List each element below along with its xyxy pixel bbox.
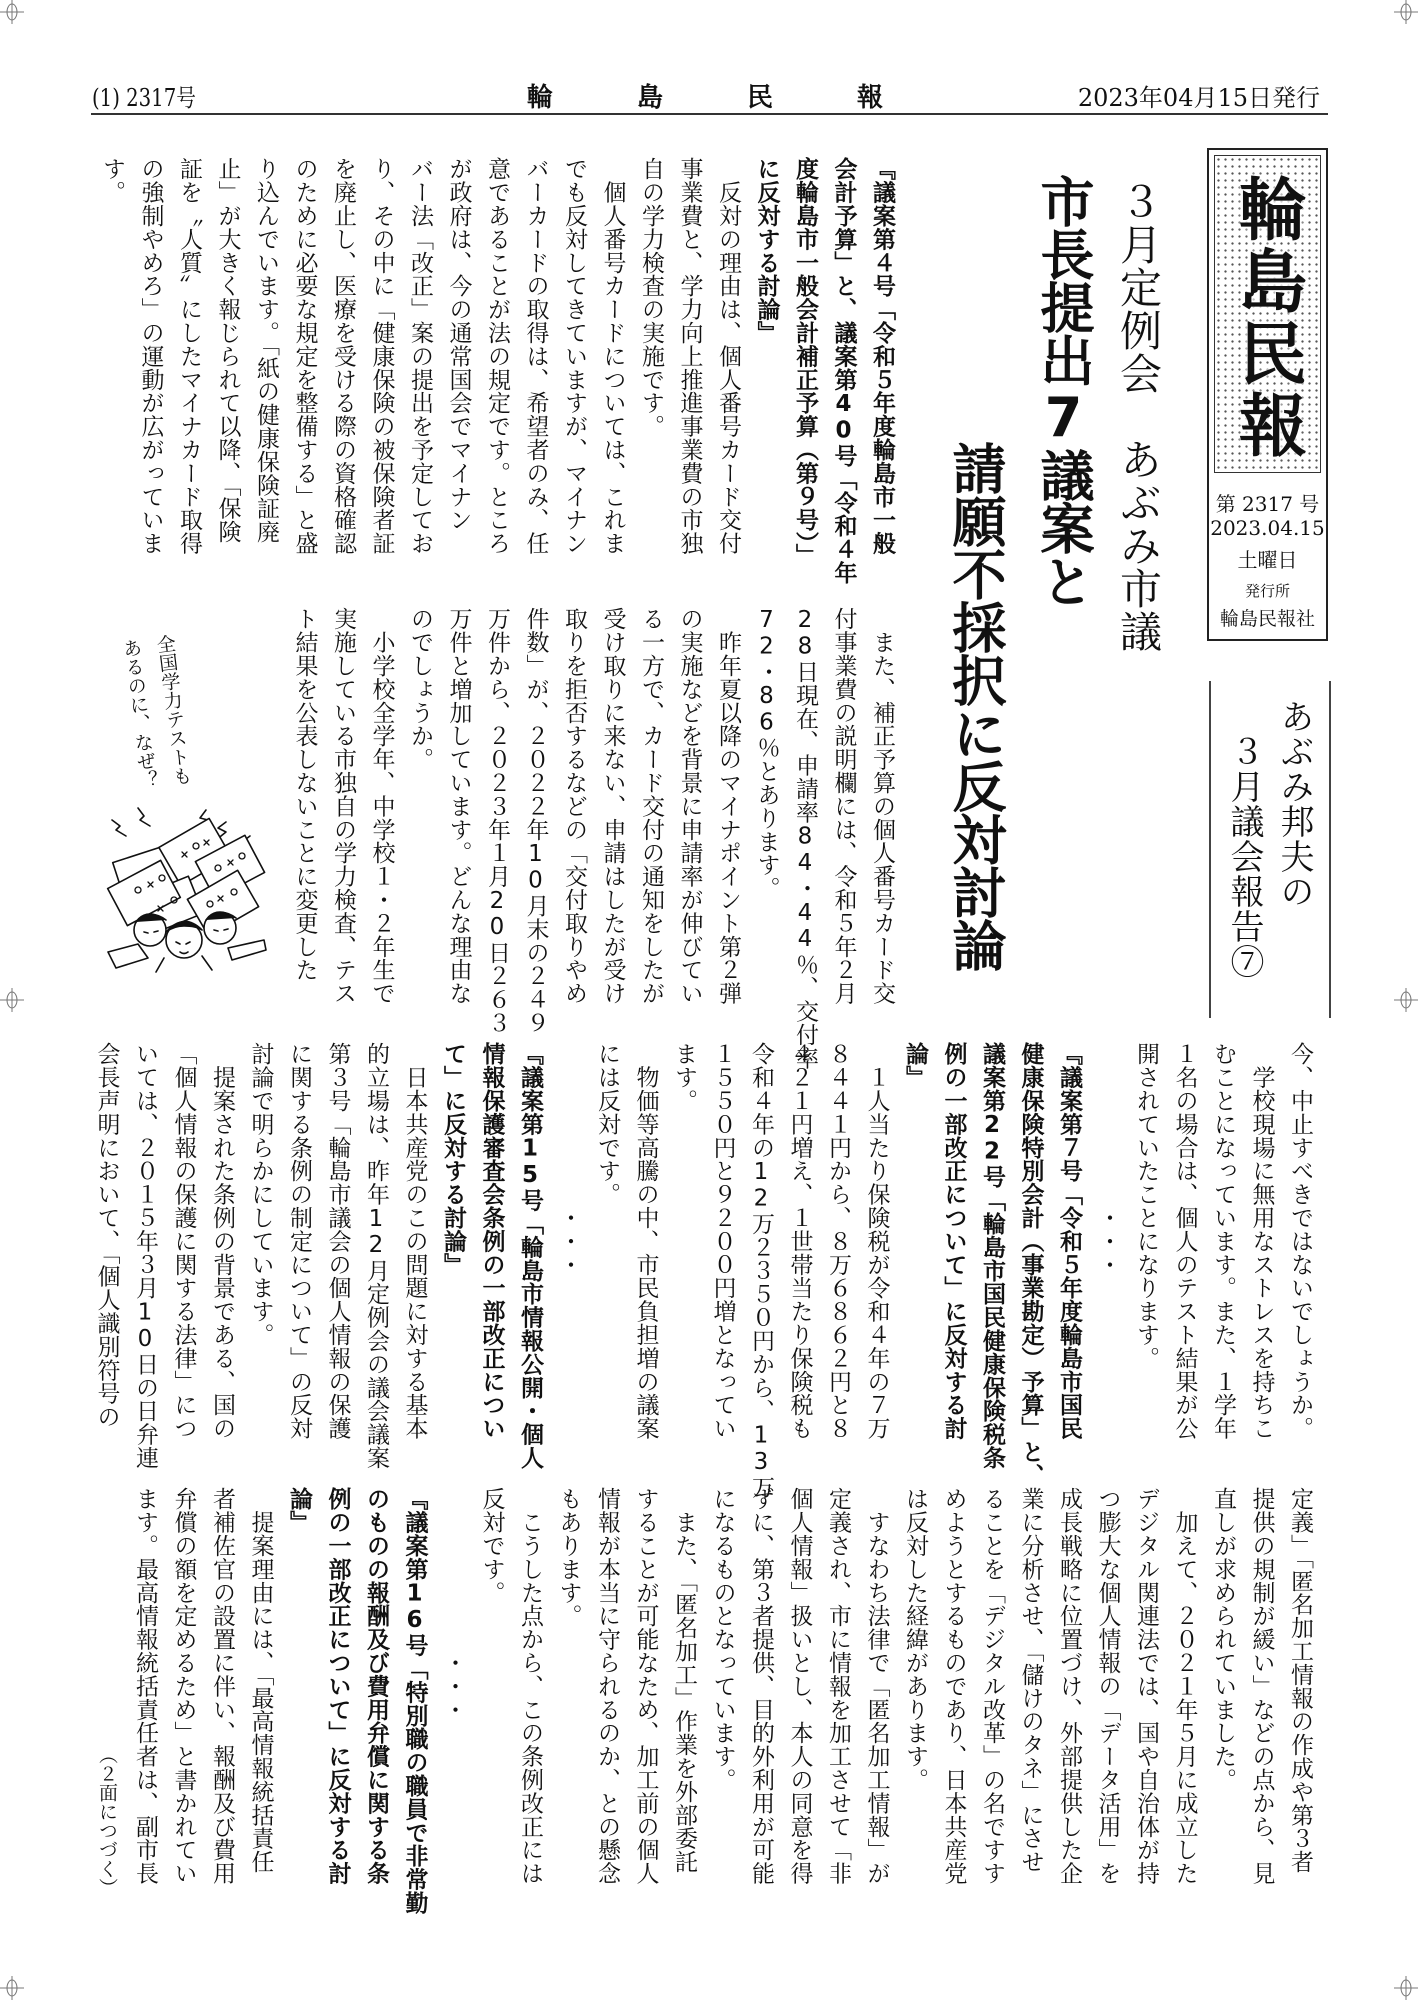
registration-mark-icon — [1394, 988, 1418, 1012]
article-text-line: の強制やめろ」の運動が広がっていま — [137, 157, 164, 555]
series-box-left-rule — [1209, 681, 1211, 1018]
article-heading-line: 論』 — [902, 1042, 928, 1089]
article-text-line: ４２１円増え、１世帯当たり保険税も — [786, 1042, 813, 1440]
registration-mark-icon — [0, 988, 24, 1012]
article-text-line: 開されていたことになります。 — [1133, 1042, 1159, 1370]
article-text-line: 付事業費の説明欄には、令和５年２月 — [830, 607, 857, 1005]
article-text-line: 成長戦略に位置づけ、外部提供した企 — [1056, 1487, 1082, 1885]
article-text-line: 事業費と、学力向上推進事業費の市独 — [676, 157, 703, 555]
article-text-line: が政府は、今の通常国会でマイナン — [445, 157, 472, 532]
article-text-line: 反対の理由は、個人番号カード交付 — [715, 157, 741, 555]
article-text-line: 提案された条例の背景である、国の — [209, 1042, 235, 1440]
article-text-line: 証を〝人質〟にしたマイナカード取得 — [176, 157, 202, 555]
article-text-line: 「個人情報の保護に関する法律」につ — [170, 1042, 197, 1440]
article-heading-line: 議案第22号「輪島市国民健康保険税条 — [979, 1042, 1005, 1470]
article-text-line: 万件から、２０２３年１月20日２６３ — [484, 607, 510, 1035]
series-title: ３月議会報告⑦ — [1224, 734, 1264, 979]
article-heading-line: 情報保護審査会条例の一部改正につい — [478, 1042, 505, 1440]
article-text-line: 的立場は、昨年12月定例会の議会議案 — [363, 1042, 389, 1470]
article-text-line: こうした点から、この条例改正には — [517, 1487, 543, 1885]
section-separator-dots: ・・・ — [1094, 1205, 1121, 1277]
article-text-line: 受け取りに来ない、申請はしたが受け — [599, 607, 626, 1005]
article-text-line: 提供の規制が緩い」などの点から、見 — [1248, 1487, 1275, 1885]
headline-sub: 請願不採択に反対討論 — [944, 441, 1007, 971]
article-lower-tier-1 — [87, 1042, 1319, 1499]
article-heading-line: 例の一部改正について」に反対する討 — [324, 1487, 351, 1885]
article-text-line: １５５０円と９２００円増となってい — [709, 1042, 736, 1440]
article-text-line: ８４４１円から、８万６８６２円と８ — [825, 1042, 851, 1440]
article-text-line: り、その中に「健康保険の被保険者証 — [368, 157, 395, 555]
article-text-line: 止」が大きく報じられて以降、「保険 — [214, 157, 241, 544]
article-text-line: の実施などを背景に申請率が伸びてい — [676, 607, 703, 1005]
article-heading-line: 度輪島市一般会計補正予算（第９号）」 — [792, 157, 818, 567]
headline-kicker: ３月定例会 あぶみ市議 — [1114, 180, 1163, 653]
article-text-line: 者補佐官の設置に伴い、報酬及び費用 — [209, 1487, 235, 1885]
article-text-line: には反対です。 — [594, 1042, 620, 1206]
article-text-line: ることを「デジタル改革」の名ですす — [979, 1487, 1005, 1885]
article-text-line: バーカードの取得は、希望者のみ、任 — [522, 157, 549, 555]
caption-line: あるのに、なぜ？ — [118, 637, 160, 791]
article-text-line: 28日現在、申請率84・44％、交付率 — [792, 607, 818, 1070]
article-text-line: す。 — [99, 157, 125, 204]
registration-mark-icon — [0, 0, 24, 24]
article-text-line: １人当たり保険税が令和４年の７万 — [863, 1042, 890, 1440]
article-text-line: 物価等高騰の中、市民負担増の議案 — [632, 1042, 659, 1440]
article-text-line: 今、中止すべきではないでしょうか。 — [1287, 1042, 1313, 1440]
masthead-publisher-label: 発行所 — [1244, 582, 1290, 600]
article-text-line: また、補正予算の個人番号カード交 — [869, 607, 895, 1005]
article-lower-tier-2 — [126, 1487, 1320, 1915]
registration-mark-icon — [1394, 1976, 1418, 2000]
article-text-line: 万件と増加しています。どんな理由な — [445, 607, 472, 1005]
article-text-line: のために必要な規定を整備する」と盛 — [291, 157, 318, 555]
article-text-line: は反対した経緯があります。 — [902, 1487, 928, 1792]
masthead-title: 輪島民報 — [1227, 174, 1308, 462]
article-text-line: 小学校全学年、中学校１・２年生で — [368, 607, 395, 1005]
article-text-line: 弁償の額を定めるため」と書かれてい — [170, 1487, 197, 1885]
article-heading-line: 『議案第16号「特別職の職員で非常勤 — [401, 1487, 428, 1915]
article-text-line: 学校現場に無用なストレスを持ちこ — [1248, 1042, 1275, 1440]
article-heading-line: 会計予算」と、議案第40号「令和４年 — [830, 157, 857, 585]
article-text-line: 会長声明において、「個人識別符号の — [93, 1042, 120, 1429]
article-text-line: 自の学力検査の実施です。 — [638, 157, 664, 438]
page-issue-number: (1) 2317号 — [92, 84, 196, 112]
article-text-line: を廃止し、医療を受ける際の資格確認 — [330, 157, 356, 555]
series-author: あぶみ邦夫の — [1274, 699, 1314, 909]
section-separator-dots: ・・・ — [555, 1205, 582, 1277]
article-text-line: バー法「改正」案の提出を予定してお — [407, 157, 433, 555]
article-text-line: のでしょうか。 — [407, 607, 433, 771]
section-separator-dots: ・・・ — [440, 1650, 466, 1722]
registration-mark-icon — [0, 1976, 24, 2000]
article-text-line: デジタル関連法では、国や自治体が持 — [1133, 1487, 1159, 1885]
article-text-line: る一方で、カード交付の通知をしたが — [638, 607, 664, 1005]
article-heading-line: のものの報酬及び費用弁償に関する条 — [363, 1487, 389, 1885]
article-text-line: 定義」「匿名加工情報の作成や第３者 — [1287, 1487, 1313, 1874]
article-text-line: になるものとなっています。 — [709, 1487, 736, 1792]
article-text-line: １名の場合は、個人のテスト結果が公 — [1171, 1042, 1198, 1440]
masthead-issue: 第 2317 号 — [1215, 492, 1320, 516]
article-heading-line: て」に反対する討論』 — [440, 1042, 466, 1276]
registration-mark-icon — [1394, 0, 1418, 24]
masthead-date: 2023.04.15 — [1210, 516, 1325, 540]
test-papers — [108, 818, 265, 935]
article-text-line: ます。最高情報統括責任者は、副市長 — [132, 1487, 158, 1885]
article-heading-line: 健康保険特別会計（事業勘定）予算」と、 — [1017, 1042, 1044, 1487]
article-text-line: ト結果を公表しないことに変更した — [291, 607, 318, 982]
article-text-line: めようとするものであり、日本共産党 — [940, 1487, 967, 1885]
article-text-line: 個人情報」扱いとし、本人の同意を得 — [786, 1487, 813, 1885]
article-text-line: に関する条例の制定について」の反対 — [286, 1042, 312, 1440]
article-text-line: 令和４年の12万２３５０円から、13万 — [748, 1042, 774, 1499]
header-publish-date: 2023年04月15日発行 — [1077, 84, 1320, 112]
article-upper-tier-1 — [93, 157, 902, 585]
header-rule — [91, 113, 1328, 115]
article-heading-line: 例の一部改正について」に反対する討 — [940, 1042, 967, 1440]
article-text-line: 取りを拒否するなどの「交付取りやめ — [561, 607, 587, 1005]
article-text-line: 第３号「輪島市議会の個人情報の保護 — [324, 1042, 351, 1440]
article-text-line: むことになっています。また、１学年 — [1210, 1042, 1236, 1440]
article-text-line: 情報が本当に守られるのか、との懸念 — [594, 1487, 620, 1885]
article-text-line: 定義され、市に情報を加工させて「非 — [825, 1487, 851, 1885]
article-text-line: 直しが求められていました。 — [1210, 1487, 1236, 1792]
masthead-box — [1207, 148, 1328, 641]
article-text-line: 昨年夏以降のマイナポイント第２弾 — [715, 607, 741, 1005]
article-text-line: 討論で明らかにしています。 — [247, 1042, 274, 1347]
masthead-title-panel — [1214, 155, 1321, 473]
article-heading-line: 『議案第15号「輪島市情報公開・個人 — [517, 1042, 543, 1470]
article-upper-tier-2 — [285, 607, 901, 1070]
article-heading-line: に反対する討論』 — [753, 157, 780, 345]
header-paper-name: 輪島民報 — [527, 83, 968, 113]
article-text-line: すなわち法律で「匿名加工情報」が — [863, 1487, 890, 1885]
article-text-line: つ膨大な個人情報の「データ活用」を — [1094, 1487, 1121, 1885]
headline-main: 市長提出7議案と — [1032, 174, 1095, 607]
article-text-line: することが可能なため、加工前の個人 — [632, 1487, 659, 1885]
article-text-line: 加えて、２０２１年５月に成立した — [1171, 1487, 1198, 1885]
caption-line: 全国学力テストも — [152, 633, 194, 787]
article-text-line: 72・86％とあります。 — [753, 607, 780, 900]
article-text-line: 日本共産党のこの問題に対する基本 — [401, 1042, 428, 1440]
series-box-right-rule — [1329, 681, 1331, 1018]
article-text-line: 業に分析させ、「儲けのタネ」にさせ — [1017, 1487, 1044, 1874]
article-heading-line: 論』 — [286, 1487, 312, 1534]
article-text-line: でも反対してきていますが、マイナン — [561, 157, 587, 555]
article-heading-line: 『議案第７号「令和５年度輪島市国民 — [1056, 1042, 1082, 1440]
masthead-weekday: 土曜日 — [1237, 548, 1298, 572]
article-heading-line: 『議案第４号「令和５年度輪島市一般 — [869, 157, 895, 555]
article-text-line: 提案理由には、「最高情報統括責任 — [247, 1487, 274, 1874]
article-text-line: いては、２０１５年３月10日の日弁連 — [132, 1042, 158, 1470]
article-text-line: 件数」が、２０２２年10月末の２４９ — [522, 607, 549, 1035]
article-text-line: また、「匿名加工」作業を外部委託 — [671, 1487, 697, 1874]
article-text-line: 意であることが法の規定です。ところ — [484, 157, 510, 555]
article-text-line: ずに、第３者提供、目的外利用が可能 — [748, 1487, 774, 1885]
article-text-line: 実施している市独自の学力検査、テス — [330, 607, 356, 1005]
article-text-line: ます。 — [671, 1042, 697, 1113]
children-under-test-papers-illustration — [98, 802, 274, 978]
article-text-line: 個人番号カードについては、これま — [599, 157, 626, 555]
article-text-line: り込んでいます。「紙の健康保険証廃 — [253, 157, 279, 544]
masthead-publisher: 輪島民報社 — [1219, 608, 1315, 630]
continued-note: （２面につづく） — [96, 1745, 118, 1897]
article-text-line: もあります。 — [555, 1487, 582, 1628]
illustration-caption — [113, 632, 199, 791]
article-text-line: 反対です。 — [478, 1487, 505, 1604]
